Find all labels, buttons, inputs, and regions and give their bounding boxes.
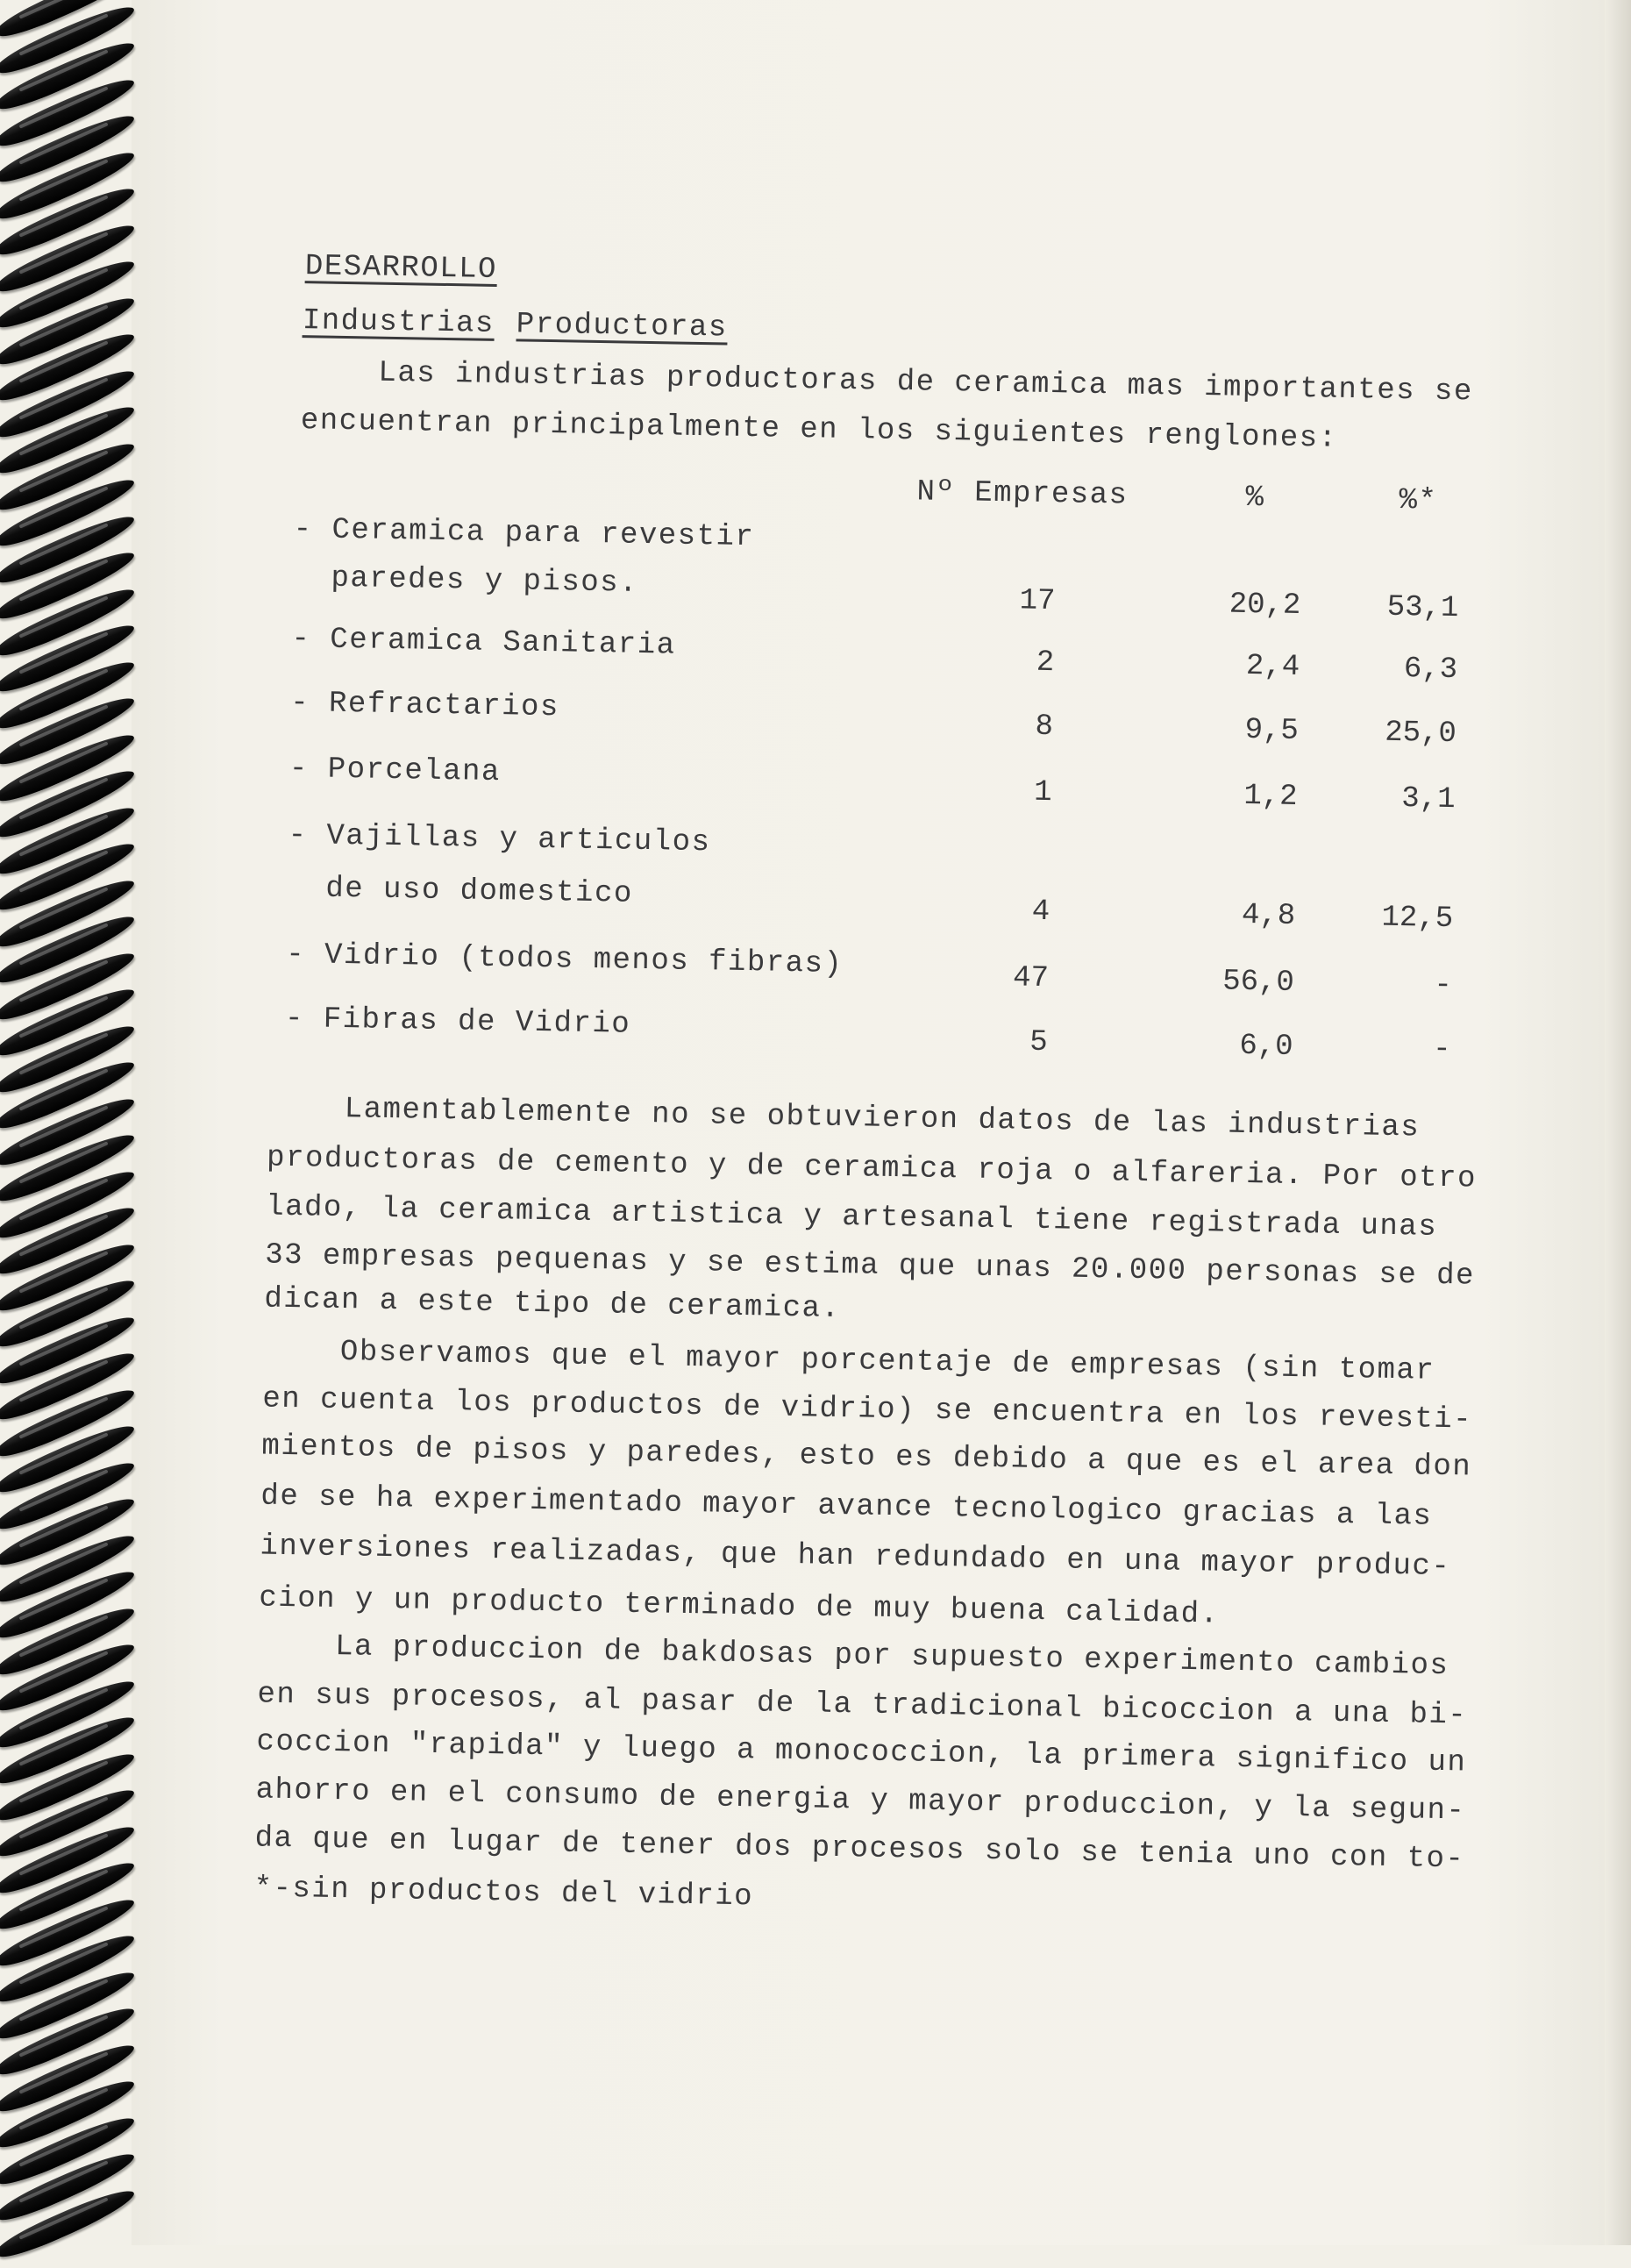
header-percent: % bbox=[1245, 481, 1265, 516]
cell-n: 2 bbox=[1036, 645, 1055, 681]
row-label: - Vidrio (todos menos fibras) bbox=[285, 938, 844, 981]
paragraph-line: en cuenta los productos de vidrio) se encuentra en los revesti- bbox=[262, 1382, 1473, 1437]
cell-pct2: 53,1 bbox=[1386, 590, 1459, 626]
cell-n: 47 bbox=[1012, 961, 1050, 996]
cell-pct: 2,4 bbox=[1245, 649, 1300, 685]
cell-pct2: 6,3 bbox=[1403, 653, 1458, 688]
paragraph-line: dican a este tipo de ceramica. bbox=[264, 1282, 841, 1326]
cell-pct2: - bbox=[1434, 968, 1453, 1003]
row-label: - Fibras de Vidrio bbox=[284, 1002, 631, 1042]
paragraph-line: cion y un producto terminado de muy buena calidad. bbox=[259, 1581, 1220, 1632]
cell-n: 8 bbox=[1035, 710, 1054, 745]
cell-pct: 1,2 bbox=[1243, 779, 1298, 814]
paragraph-line: lado, la ceramica artistica y artesanal tiene registrada unas bbox=[265, 1190, 1438, 1245]
paragraph-line: de se ha experimentado mayor avance tecnologico gracias a las bbox=[260, 1480, 1433, 1534]
paragraph-line: Lamentablemente no se obtuvieron datos de las industrias bbox=[267, 1091, 1421, 1145]
subheading-word-1: Industrias bbox=[302, 304, 495, 341]
cell-pct: 20,2 bbox=[1229, 588, 1301, 624]
cell-n: 1 bbox=[1033, 775, 1052, 810]
cell-pct2: 3,1 bbox=[1400, 782, 1456, 817]
paragraph-line: mientos de pisos y paredes, esto es debido a que es el area don bbox=[261, 1430, 1472, 1485]
cell-pct2: - bbox=[1432, 1032, 1451, 1067]
intro-line: Las industrias productoras de ceramica mas importantes se bbox=[301, 355, 1474, 410]
row-label: - Vajillas y articulos bbox=[288, 818, 711, 860]
paragraph-line: Observamos que el mayor porcentaje de empresas (sin tomar bbox=[263, 1334, 1435, 1388]
section-heading: DESARROLLO bbox=[304, 250, 498, 287]
paragraph-line: inversiones realizadas, que han redundado en una mayor produc- bbox=[260, 1530, 1451, 1585]
cell-pct: 56,0 bbox=[1221, 965, 1295, 1000]
intro-line: encuentran principalmente en los siguientes renglones: bbox=[300, 404, 1338, 456]
cell-pct: 6,0 bbox=[1239, 1029, 1293, 1064]
cell-n: 17 bbox=[1019, 584, 1056, 619]
row-label: de uso domestico bbox=[287, 871, 634, 911]
row-label: - Ceramica para revestir bbox=[293, 512, 755, 555]
header-percent-star: %* bbox=[1399, 483, 1438, 518]
paragraph-line: La produccion de bakdosas por supuesto experimento cambios bbox=[258, 1629, 1449, 1684]
cell-pct2: 25,0 bbox=[1384, 716, 1457, 752]
paragraph-line: en sus procesos, al pasar de la tradicional bicoccion a una bi- bbox=[257, 1678, 1468, 1733]
cell-pct2: 12,5 bbox=[1381, 901, 1454, 937]
row-label: - Porcelana bbox=[288, 752, 502, 790]
header-num-empresas: Nº Empresas bbox=[916, 475, 1129, 513]
row-label: - Refractarios bbox=[289, 686, 560, 725]
footnote: *-sin productos del vidrio bbox=[253, 1872, 754, 1915]
cell-n: 4 bbox=[1031, 895, 1051, 930]
cell-pct: 9,5 bbox=[1244, 713, 1300, 748]
paragraph-line: productoras de cemento y de ceramica roja o alfareria. Por otro bbox=[266, 1141, 1478, 1196]
row-label: - Ceramica Sanitaria bbox=[291, 622, 676, 663]
paragraph-line: 33 empresas pequenas y se estima que unas 20.000 personas se de bbox=[264, 1238, 1476, 1294]
subheading-word-2: Productoras bbox=[516, 308, 729, 346]
cell-pct: 4,8 bbox=[1241, 898, 1296, 933]
cell-n: 5 bbox=[1029, 1025, 1048, 1060]
paragraph-line: coccion "rapida" y luego a monococcion, la primera significo un bbox=[256, 1725, 1467, 1780]
paragraph-line: ahorro en el consumo de energia y mayor produccion, y la segun- bbox=[255, 1773, 1466, 1829]
paragraph-line: da que en lugar de tener dos procesos solo se tenia uno con to- bbox=[254, 1822, 1465, 1877]
row-label: paredes y pisos. bbox=[292, 560, 639, 601]
